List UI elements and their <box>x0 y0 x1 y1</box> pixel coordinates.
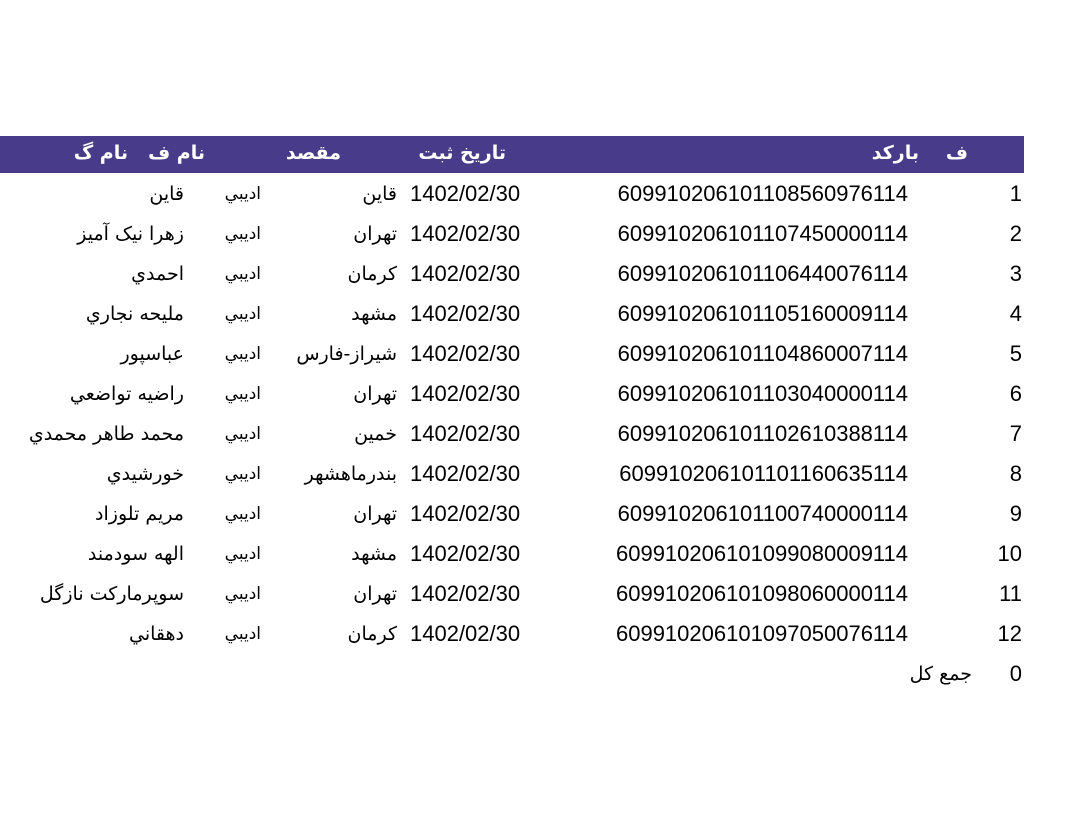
destination-cell: شيراز-فارس <box>296 343 397 365</box>
barcode-cell: 609910206101108560976114 <box>617 181 908 206</box>
total-row <box>0 654 1080 694</box>
barcode-cell: 609910206101098060000114 <box>615 581 908 606</box>
destination-cell: كرمان <box>347 263 397 285</box>
sender-name-cell: اديبي <box>224 384 261 404</box>
sender-name-cell: اديبي <box>224 584 261 604</box>
header-registration-date: تاریخ ثبت <box>418 142 506 164</box>
table-row <box>0 214 1080 254</box>
table-row <box>0 534 1080 574</box>
total-value: 0 <box>1009 661 1022 686</box>
header-barcode: بارکد <box>871 142 919 164</box>
table-row <box>0 574 1080 614</box>
row-number: 12 <box>997 621 1022 646</box>
receiver-name-cell: مليحه نجاري <box>85 303 184 325</box>
row-number: 11 <box>999 581 1022 606</box>
barcode-cell: 609910206101099080009114 <box>615 541 908 566</box>
sender-name-cell: اديبي <box>224 184 261 204</box>
destination-cell: كرمان <box>347 623 397 645</box>
sender-name-cell: اديبي <box>224 544 261 564</box>
sender-name-cell: اديبي <box>224 224 261 244</box>
row-number: 1 <box>1009 181 1022 206</box>
receiver-name-cell: زهرا نیک آمیز <box>77 223 184 245</box>
destination-cell: تهران <box>353 223 397 245</box>
destination-cell: تهران <box>353 503 397 525</box>
barcode-cell: 609910206101097050076114 <box>615 621 908 646</box>
destination-cell: خمين <box>354 423 397 445</box>
receiver-name-cell: راضيه تواضعي <box>69 383 184 405</box>
sender-name-cell: اديبي <box>224 464 261 484</box>
destination-cell: قاين <box>362 183 397 205</box>
date-cell: 1402/02/30 <box>410 261 521 286</box>
header-row-number: ف <box>945 142 968 164</box>
receiver-name-cell: سوپرماركت نازگل <box>39 583 184 605</box>
date-cell: 1402/02/30 <box>410 301 521 326</box>
row-number: 7 <box>1009 421 1022 446</box>
row-number: 6 <box>1009 381 1022 406</box>
header-destination: مقصد <box>285 142 341 164</box>
sender-name-cell: اديبي <box>224 504 261 524</box>
date-cell: 1402/02/30 <box>410 501 521 526</box>
row-number: 4 <box>1009 301 1022 326</box>
table-row <box>0 614 1080 654</box>
table-row <box>0 374 1080 414</box>
receiver-name-cell: عباسپور <box>120 343 184 365</box>
date-cell: 1402/02/30 <box>410 341 521 366</box>
barcode-cell: 609910206101106440076114 <box>617 261 908 286</box>
date-cell: 1402/02/30 <box>410 221 521 246</box>
receiver-name-cell: خورشيدي <box>106 463 184 485</box>
receiver-name-cell: مريم تلوزاد <box>95 503 184 525</box>
row-number: 8 <box>1009 461 1022 486</box>
barcode-cell: 609910206101102610388114 <box>617 421 908 446</box>
table-row <box>0 414 1080 454</box>
sender-name-cell: اديبي <box>224 264 261 284</box>
barcode-cell: 609910206101103040000114 <box>617 381 908 406</box>
table-row <box>0 174 1080 214</box>
table-row <box>0 334 1080 374</box>
date-cell: 1402/02/30 <box>410 621 521 646</box>
sender-name-cell: اديبي <box>224 304 261 324</box>
barcode-cell: 609910206101107450000114 <box>617 221 908 246</box>
date-cell: 1402/02/30 <box>410 461 521 486</box>
row-number: 5 <box>1009 341 1022 366</box>
date-cell: 1402/02/30 <box>410 181 521 206</box>
destination-cell: تهران <box>353 383 397 405</box>
destination-cell: بندرماهشهر <box>304 463 397 485</box>
barcode-cell: 609910206101101160635114 <box>619 461 908 486</box>
date-cell: 1402/02/30 <box>410 421 521 446</box>
sender-name-cell: اديبي <box>224 424 261 444</box>
receiver-name-cell: احمدي <box>131 263 184 285</box>
barcode-cell: 609910206101105160009114 <box>617 301 908 326</box>
table-header <box>0 136 1024 173</box>
row-number: 10 <box>997 541 1022 566</box>
header-sender-name: نام ف <box>148 142 205 164</box>
receiver-name-cell: دهقاني <box>128 623 184 645</box>
table-body <box>0 174 1080 694</box>
receiver-name-cell: قاين <box>149 183 184 205</box>
receiver-name-cell: الهه سودمند <box>87 543 184 565</box>
destination-cell: تهران <box>353 583 397 605</box>
sender-name-cell: اديبي <box>224 344 261 364</box>
date-cell: 1402/02/30 <box>410 541 521 566</box>
table-row <box>0 254 1080 294</box>
total-label: جمع کل <box>909 663 972 685</box>
date-cell: 1402/02/30 <box>410 581 521 606</box>
barcode-cell: 609910206101100740000114 <box>617 501 908 526</box>
destination-cell: مشهد <box>351 303 397 325</box>
destination-cell: مشهد <box>351 543 397 565</box>
table-row <box>0 294 1080 334</box>
row-number: 3 <box>1009 261 1022 286</box>
table-row <box>0 494 1080 534</box>
row-number: 9 <box>1009 501 1022 526</box>
sender-name-cell: اديبي <box>224 624 261 644</box>
receiver-name-cell: محمد طاهر محمدي <box>28 423 184 445</box>
row-number: 2 <box>1009 221 1022 246</box>
table-row <box>0 454 1080 494</box>
header-receiver-name: نام گ <box>73 142 128 164</box>
date-cell: 1402/02/30 <box>410 381 521 406</box>
barcode-cell: 609910206101104860007114 <box>617 341 908 366</box>
